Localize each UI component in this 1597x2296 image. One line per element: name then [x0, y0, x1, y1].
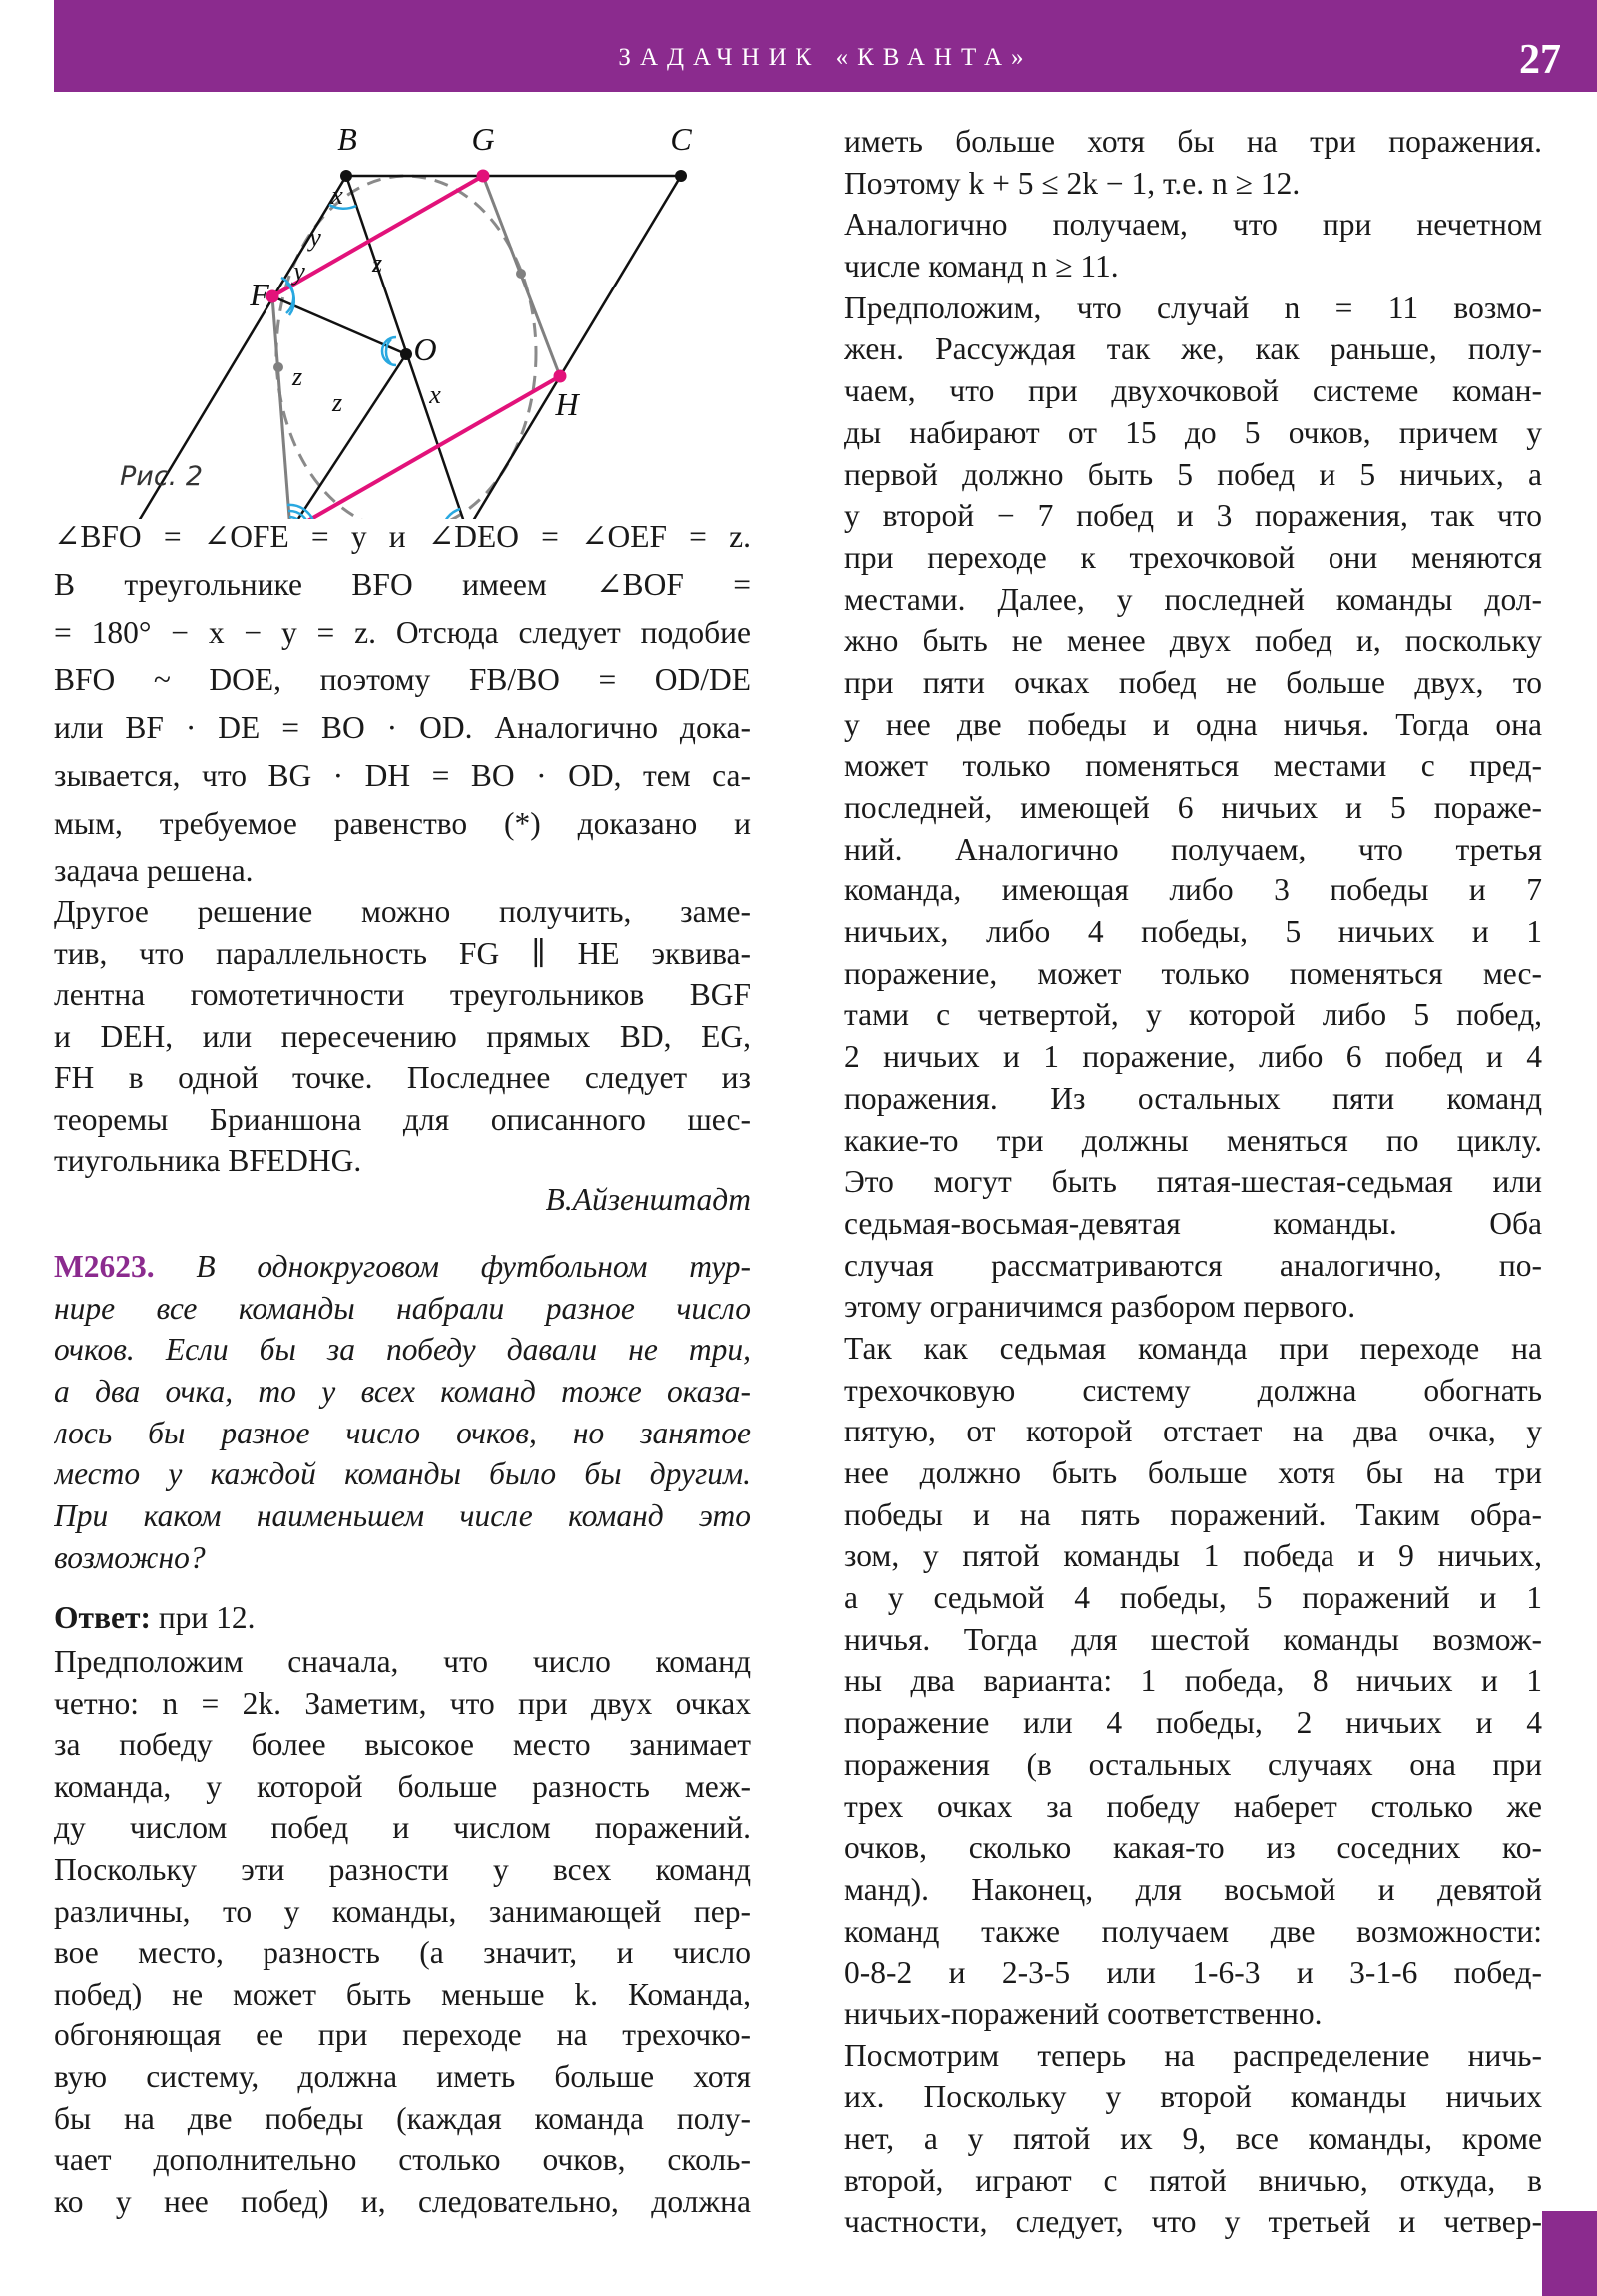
- text-line: какие-то три должны меняться по циклу.: [844, 1122, 1542, 1158]
- label-c: C: [670, 121, 692, 157]
- problem-line: возможно?: [54, 1539, 206, 1575]
- text-line: поражение, может только поменяться мес-: [844, 955, 1542, 991]
- text-line: Это могут быть пятая-шестая-седьмая или: [844, 1164, 1542, 1200]
- text-line: числе команд n ≥ 11.: [844, 249, 1119, 285]
- text-line: Посмотрим теперь на распределение ничь-: [844, 2037, 1542, 2073]
- problem-line: [54, 1246, 751, 1288]
- text-line: поражения (в остальных случаях она при: [844, 1746, 1542, 1782]
- text-line: тиугольника BFEDHG.: [54, 1143, 362, 1178]
- text-line: второй, играют с пятой вничью, откуда, в: [844, 2162, 1542, 2198]
- angle-label-y: y: [293, 257, 305, 286]
- text-line: нее должно быть больше хотя бы на три: [844, 1455, 1542, 1490]
- text-line: пятую, от которой отстает на два очка, у: [844, 1414, 1542, 1449]
- text-line: чает дополнительно столько очков, сколь-: [54, 2142, 751, 2178]
- angle-label-x: x: [429, 380, 441, 409]
- text-line: может только поменяться местами с пред-: [844, 748, 1542, 784]
- text-line: трех очках за победу наберет столько же: [844, 1788, 1542, 1824]
- text-line: их. Поскольку у второй команды ничьих: [844, 2079, 1542, 2115]
- text-line: бы на две победы (каждая команда полу-: [54, 2100, 751, 2136]
- text-line: четно: n = 2k. Заметим, что при двух очках: [54, 1685, 751, 1721]
- text-line: случая рассматриваются аналогично, по-: [844, 1247, 1542, 1283]
- text-line: а у седьмой 4 победы, 5 поражений и 1: [844, 1580, 1542, 1616]
- label-h: H: [555, 386, 579, 422]
- answer-label: Ответ:: [54, 1600, 151, 1635]
- figure-caption: Рис. 2: [120, 461, 204, 492]
- text-line: у нее две победы и одна ничья. Тогда она: [844, 706, 1542, 742]
- text-line: победы и на пять поражений. Таким обра-: [844, 1496, 1542, 1532]
- geometry-figure: [0, 0, 798, 519]
- text-line: тив, что параллельность FG ∥ HE эквива-: [54, 935, 751, 971]
- text-line: за победу более высокое место занимает: [54, 1727, 751, 1763]
- text-line: BFO ~ DOE, поэтому FB/BO = OD/DE: [54, 662, 751, 698]
- text-line: при пяти очках побед не больше двух, то: [844, 664, 1542, 700]
- text-line: теоремы Брианшона для описанного шес-: [54, 1101, 751, 1137]
- text-line: побед) не может быть меньше k. Команда,: [54, 1976, 751, 2011]
- text-line: у второй − 7 побед и 3 поражения, так что: [844, 498, 1542, 534]
- text-line: чаем, что при двухочковой системе коман-: [844, 373, 1542, 409]
- problem-line: место у каждой команды было бы другим.: [54, 1456, 751, 1492]
- text-line: ничьих-поражений соответственно.: [844, 1996, 1323, 2031]
- text-line: и DEH, или пересечению прямых BD, EG,: [54, 1018, 751, 1054]
- point-labels: [120, 121, 692, 519]
- parallelogram: [133, 176, 681, 519]
- text-line: ничьих, либо 4 победы, 5 ничьих и 1: [844, 914, 1542, 950]
- text-line: обгоняющая ее при переходе на трехочко-: [54, 2017, 751, 2053]
- text-line: седьмая-восьмая-девятая команды. Оба: [844, 1205, 1542, 1241]
- text-line: Предположим, что случай n = 11 возмо-: [844, 289, 1542, 325]
- text-line: жен. Рассуждая так же, как раньше, полу-: [844, 331, 1542, 367]
- text-line: Поскольку эти разности у всех команд: [54, 1851, 751, 1887]
- answer-value: при 12.: [150, 1600, 256, 1635]
- text-line: очков, сколько какая-то из соседних ко-: [844, 1830, 1542, 1866]
- problem-line: При каком наименьшем числе команд это: [54, 1498, 751, 1534]
- text-line: 0-8-2 и 2-3-5 или 1-6-3 и 3-1-6 побед-: [844, 1955, 1542, 1991]
- angle-label-y: y: [309, 223, 321, 252]
- text-line: команд также получаем две возможности:: [844, 1913, 1542, 1949]
- angle-label-z: z: [291, 362, 303, 391]
- problem-text: В однокруговом футбольном тур-: [196, 1249, 751, 1284]
- text-line: местами. Далее, у последней команды дол-: [844, 581, 1542, 617]
- text-line: команда, имеющая либо 3 победы и 7: [844, 872, 1542, 908]
- text-line: ко у нее побед) и, следовательно, должна: [54, 2183, 751, 2219]
- text-line: 2 ничьих и 1 поражение, либо 6 побед и 4: [844, 1039, 1542, 1075]
- problem-line: очков. Если бы за победу давали не три,: [54, 1332, 751, 1368]
- author-signature: В.Айзенштадт: [545, 1182, 751, 1217]
- text-line: поражения. Из остальных пяти команд: [844, 1080, 1542, 1116]
- label-f: F: [250, 277, 269, 312]
- page-number: 27: [1519, 37, 1561, 83]
- text-line: зом, у пятой команды 1 победа и 9 ничьих,: [844, 1538, 1542, 1574]
- angle-label-z: z: [371, 249, 383, 278]
- angle-label-z: z: [331, 388, 343, 417]
- text-line: нет, а у пятой их 9, все команды, кроме: [844, 2121, 1542, 2156]
- text-line: поражение или 4 победы, 2 ничьих и 4: [844, 1705, 1542, 1741]
- text-line: этому ограничимся разбором первого.: [844, 1289, 1356, 1325]
- problem-line: нире все команды набрали разное число: [54, 1290, 751, 1326]
- text-line: различны, то у команды, занимающей пер-: [54, 1893, 751, 1929]
- left-paragraph-1: [54, 513, 751, 894]
- text-line: ны два варианта: 1 победа, 8 ничьих и 1: [844, 1663, 1542, 1699]
- left-paragraph-2: [54, 891, 751, 1182]
- text-line: иметь больше хотя бы на три поражения.: [844, 124, 1542, 159]
- problem-line: а два очка, то у всех команд тоже оказа-: [54, 1374, 751, 1410]
- problem-statement: [54, 1246, 751, 1579]
- problem-id: М2623.: [54, 1249, 155, 1284]
- text-line: Так как седьмая команда при переходе на: [844, 1330, 1542, 1366]
- text-line: Другое решение можно получить, заме-: [54, 894, 751, 929]
- text-line: частности, следует, что у третьей и четвер-: [844, 2204, 1542, 2240]
- angle-label-x: x: [331, 181, 343, 210]
- right-column-text: [844, 121, 1542, 2243]
- problem-line: лось бы разное число очков, но занятое: [54, 1415, 751, 1450]
- corner-tab: [1542, 2211, 1597, 2296]
- text-line: вую систему, должна иметь больше хотя: [54, 2058, 751, 2094]
- text-line: тами с четвертой, у которой либо 5 побед,: [844, 997, 1542, 1033]
- text-line: ду числом побед и числом поражений.: [54, 1810, 751, 1846]
- text-line: = 180° − x − y = z. Отсюда следует подобие: [54, 614, 751, 650]
- text-line: В треугольнике BFO имеем ∠BOF =: [54, 566, 751, 602]
- text-line: лентна гомотетичности треугольников BGF: [54, 977, 751, 1012]
- text-line: жно быть не менее двух побед и, поскольку: [844, 623, 1542, 659]
- label-g: G: [471, 121, 495, 157]
- text-line: или BF · DE = BO · OD. Аналогично дока-: [54, 710, 751, 746]
- text-line: FH в одной точке. Последнее следует из: [54, 1060, 751, 1095]
- text-line: задача решена.: [54, 853, 254, 888]
- text-line: ды набирают от 15 до 5 очков, причем у: [844, 414, 1542, 450]
- text-line: вое место, разность (а значит, и число: [54, 1935, 751, 1971]
- text-line: ∠BFO = ∠OFE = y и ∠DEO = ∠OEF = z.: [54, 519, 751, 554]
- text-line: манд). Наконец, для восьмой и девятой: [844, 1871, 1542, 1907]
- text-line: при переходе к трехочковой они меняются: [844, 539, 1542, 575]
- text-line: ничья. Тогда для шестой команды возмож-: [844, 1621, 1542, 1657]
- text-line: команда, у которой больше разность меж-: [54, 1768, 751, 1804]
- text-line: трехочковую систему должна обогнать: [844, 1372, 1542, 1408]
- text-line: первой должно быть 5 побед и 5 ничьих, а: [844, 456, 1542, 492]
- answer: [54, 1597, 751, 1639]
- text-line: зывается, что BG · DH = BO · OD, тем са-: [54, 757, 751, 793]
- text-line: мым, требуемое равенство (*) доказано и: [54, 805, 751, 841]
- text-line: Поэтому k + 5 ≤ 2k − 1, т.е. n ≥ 12.: [844, 165, 1301, 201]
- text-line: Предположим сначала, что число команд: [54, 1644, 751, 1679]
- text-line: ний. Аналогично получаем, что третья: [844, 831, 1542, 866]
- left-paragraph-3: [54, 1641, 751, 2222]
- label-b: B: [337, 121, 357, 157]
- section-title: ЗАДАЧНИК «КВАНТА»: [618, 44, 1033, 71]
- label-o: O: [413, 331, 437, 367]
- text-line: последней, имеющей 6 ничьих и 5 пораже-: [844, 790, 1542, 825]
- angle-labels: [290, 181, 441, 417]
- text-line: Аналогично получаем, что при нечетном: [844, 207, 1542, 243]
